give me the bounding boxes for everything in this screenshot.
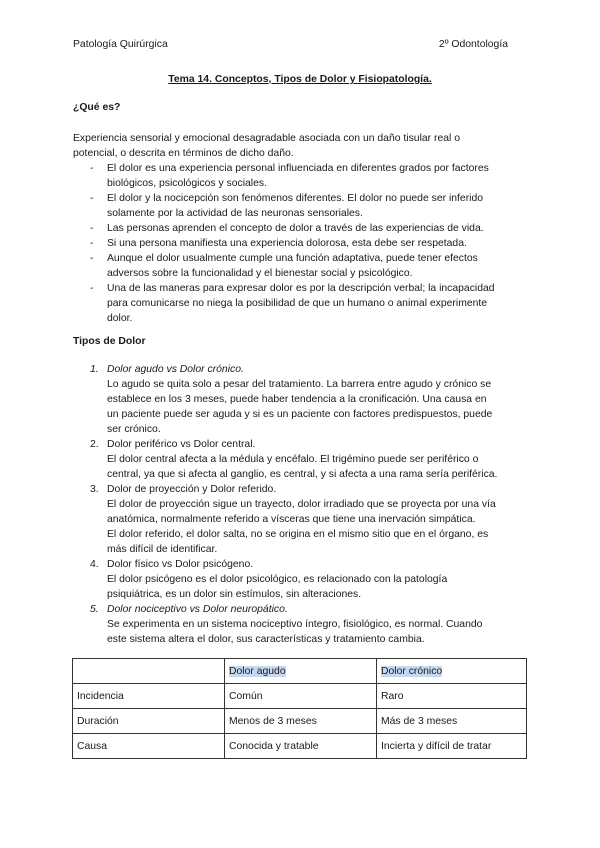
pain-type-line: este sistema altera el dolor, sus características y tratamiento cambia. xyxy=(107,634,425,645)
header-subject: Patología Quirúrgica xyxy=(73,39,168,50)
list-item-line: solamente por la actividad de las neuronas sensoriales. xyxy=(107,208,363,219)
list-item xyxy=(73,161,533,191)
pain-type-line: El dolor psicógeno es el dolor psicológico, es relacionado con la patología xyxy=(107,574,448,585)
dash-marker: - xyxy=(90,223,94,234)
table-header-cell xyxy=(73,659,225,684)
pain-type-line: central, ya que si afecta al ganglio, es central, y si afecta a una rama sería periférica. xyxy=(107,469,498,480)
table-cell: Raro xyxy=(377,684,527,709)
item-number: 1. xyxy=(90,364,99,375)
item-number: 5. xyxy=(90,604,99,615)
table-row xyxy=(73,734,527,759)
pain-type-item xyxy=(73,482,533,557)
list-item xyxy=(73,221,533,236)
pain-type-item xyxy=(73,362,533,437)
item-number: 3. xyxy=(90,484,99,495)
pain-type-line: Se experimenta en un sistema nociceptivo íntegro, fisiológico, es normal. Cuando xyxy=(107,619,483,630)
characteristics-list xyxy=(73,161,533,326)
pain-type-item xyxy=(73,602,533,647)
pain-type-line: Lo agudo se quita solo a pesar del tratamiento. La barrera entre agudo y crónico se xyxy=(107,379,492,390)
pain-type-line: un paciente puede ser aguda y si es un paciente con factores predispuestos, puede xyxy=(107,409,493,420)
table-row xyxy=(73,684,527,709)
table-cell: Más de 3 meses xyxy=(377,709,527,734)
pain-type-line: anatómica, normalmente referido a vísceras que tiene una inervación simpática. xyxy=(107,514,476,525)
pain-type-title: Dolor físico vs Dolor psicógeno. xyxy=(107,559,254,570)
table-cell: Causa xyxy=(73,734,225,759)
table-cell: Incierta y difícil de tratar xyxy=(377,734,527,759)
table-cell: Duración xyxy=(73,709,225,734)
table-row xyxy=(73,709,527,734)
list-item xyxy=(73,251,533,281)
dash-marker: - xyxy=(90,283,94,294)
table-header-cell xyxy=(225,659,377,684)
dash-marker: - xyxy=(90,193,94,204)
table-cell: Conocida y tratable xyxy=(225,734,377,759)
dash-marker: - xyxy=(90,238,94,249)
pain-type-line: psiquiátrica, es un dolor sin estímulos, sin alteraciones. xyxy=(107,589,362,600)
pain-type-title: Dolor periférico vs Dolor central. xyxy=(107,439,256,450)
definition-block xyxy=(73,131,533,326)
table-header-cell xyxy=(377,659,527,684)
list-item xyxy=(73,281,533,326)
list-item-line: adversos sobre la funcionalidad y el bienestar social y psicológico. xyxy=(107,268,413,279)
list-item xyxy=(73,191,533,221)
pain-type-line: ser crónico. xyxy=(107,424,161,435)
definition-line: Experiencia sensorial y emocional desagradable asociada con un daño tisular real o xyxy=(73,133,461,144)
table-cell: Menos de 3 meses xyxy=(225,709,377,734)
header-course: 2º Odontología xyxy=(438,39,508,50)
list-item-line: Si una persona manifiesta una experiencia dolorosa, esta debe ser respetada. xyxy=(107,238,467,249)
pain-type-title: Dolor de proyección y Dolor referido. xyxy=(107,484,277,495)
item-number: 4. xyxy=(90,559,99,570)
pain-types-list xyxy=(73,362,533,647)
list-item-line: dolor. xyxy=(107,313,133,324)
pain-type-item xyxy=(73,557,533,602)
pain-type-line: El dolor central afecta a la médula y encéfalo. El trigémino puede ser periférico o xyxy=(107,454,479,465)
section-heading-que-es: ¿Qué es? xyxy=(73,102,121,113)
header-acute: Dolor agudo xyxy=(229,665,286,677)
pain-type-item xyxy=(73,437,533,482)
pain-comparison-table xyxy=(72,658,527,759)
list-item-line: Una de las maneras para expresar dolor es por la descripción verbal; la incapacidad xyxy=(107,283,495,294)
pain-type-title: Dolor nociceptivo vs Dolor neuropático. xyxy=(107,604,288,615)
item-number: 2. xyxy=(90,439,99,450)
table-cell: Incidencia xyxy=(73,684,225,709)
list-item-line: Las personas aprenden el concepto de dolor a través de las experiencias de vida. xyxy=(107,223,484,234)
list-item-line: biológicos, psicológicos y sociales. xyxy=(107,178,267,189)
table-header-row xyxy=(73,659,527,684)
dash-marker: - xyxy=(90,253,94,264)
list-item-line: El dolor es una experiencia personal influenciada en diferentes grados por factores xyxy=(107,163,489,174)
table-cell: Común xyxy=(225,684,377,709)
pain-type-line: El dolor referido, el dolor salta, no se origina en el mismo sitio que en el órgano, es xyxy=(107,529,489,540)
list-item-line: Aunque el dolor usualmente cumple una función adaptativa, puede tener efectos xyxy=(107,253,478,264)
pain-type-line: establece en los 3 meses, puede haber tendencia a la cronificación. Una causa en xyxy=(107,394,487,405)
pain-type-title: Dolor agudo vs Dolor crónico. xyxy=(107,364,244,375)
list-item-line: El dolor y la nocicepción son fenómenos diferentes. El dolor no puede ser inferido xyxy=(107,193,484,204)
document-title: Tema 14. Conceptos, Tipos de Dolor y Fisiopatología. xyxy=(168,74,432,85)
definition-line: potencial, o descrita en términos de dicho daño. xyxy=(73,148,294,159)
list-item-line: para comunicarse no niega la posibilidad de que un humano o animal experimente xyxy=(107,298,488,309)
pain-type-line: más difícil de identificar. xyxy=(107,544,218,555)
list-item xyxy=(73,236,533,251)
header-chronic: Dolor crónico xyxy=(381,665,443,677)
pain-type-line: El dolor de proyección sigue un trayecto, dolor irradiado que se proyecta por una vía xyxy=(107,499,496,510)
section-heading-tipos: Tipos de Dolor xyxy=(73,336,146,347)
dash-marker: - xyxy=(90,163,94,174)
